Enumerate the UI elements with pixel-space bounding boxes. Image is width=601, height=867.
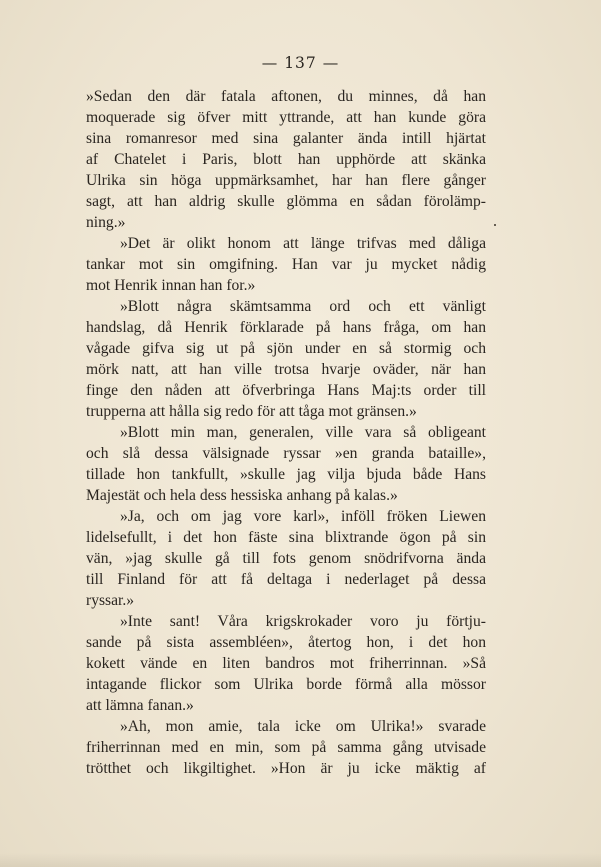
text-line: trötthet och likgiltighet. »Hon är ju icke mäktig af	[86, 760, 486, 777]
text-line: kokett vände en liten bandros mot friherrinnan. »Så	[86, 655, 486, 672]
text-line: »Ah, mon amie, tala icke om Ulrika!» svarade	[120, 718, 486, 735]
text-line: af Chatelet i Paris, blott han upphörde att skänka	[86, 151, 486, 168]
text-line: och slå dessa välsignade ryssar »en granda bataille»,	[86, 445, 486, 462]
text-line: att lämna fanan.»	[86, 697, 194, 714]
text-line: ryssar.»	[86, 592, 135, 609]
text-line: vän, »jag skulle gå till fots genom snödrifvorna ända	[86, 550, 486, 567]
text-line: mot Henrik innan han for.»	[86, 277, 256, 294]
page-edge-shadow	[0, 853, 601, 867]
text-line: tankar mot sin omgifning. Han var ju mycket nådig	[86, 256, 486, 273]
text-line: »Inte sant! Våra krigskrokader voro ju förtju-	[120, 613, 486, 630]
text-line: till Finland för att få deltaga i nederlaget på dessa	[86, 571, 486, 588]
text-line: ning.»	[86, 214, 126, 231]
text-line: friherrinnan med en min, som på samma gång utvisade	[86, 739, 486, 756]
text-line: lidelsefullt, i det hon fäste sina blixtrande ögon på sin	[86, 529, 486, 546]
text-line: trupperna att hålla sig redo för att tåga mot gränsen.»	[86, 403, 417, 420]
ink-speck	[494, 224, 496, 226]
page-number: — 137 —	[261, 54, 340, 72]
text-line: sina romanresor med sina galanter ända intill hjärtat	[86, 130, 486, 147]
text-line: »Det är olikt honom att länge trifvas med dåliga	[120, 235, 486, 252]
text-line: intagande flickor som Ulrika borde förmå alla mössor	[86, 676, 486, 693]
text-line: sagt, att han aldrig skulle glömma en sådan förolämp-	[86, 193, 486, 210]
text-line: sande på sista assembléen», återtog hon, i det hon	[86, 634, 486, 651]
text-line: »Sedan den där fatala aftonen, du minnes, då han	[86, 88, 486, 105]
text-line: vågade gifva sig ut på sjön under en så stormig och	[86, 340, 486, 357]
text-line: finge den nåden att öfverbringa Hans Maj:ts order till	[86, 382, 486, 399]
text-line: Majestät och hela dess hessiska anhang på kalas.»	[86, 487, 398, 504]
body-text	[86, 86, 486, 779]
text-line: moquerade sig öfver mitt yttrande, att han kunde göra	[86, 109, 486, 126]
text-line: Ulrika sin höga uppmärksamhet, har han flere gånger	[86, 172, 486, 189]
text-line: »Blott några skämtsamma ord och ett vänligt	[120, 298, 486, 315]
text-line: »Ja, och om jag vore karl», inföll fröken Liewen	[120, 508, 486, 525]
text-line: handslag, då Henrik förklarade på hans fråga, om han	[86, 319, 486, 336]
text-line: »Blott min man, generalen, ville vara så obligeant	[120, 424, 486, 441]
text-line: mörk natt, att han ville trotsa hvarje oväder, när han	[86, 361, 486, 378]
text-line: tillade hon tankfullt, »skulle jag vilja bjuda både Hans	[86, 466, 486, 483]
